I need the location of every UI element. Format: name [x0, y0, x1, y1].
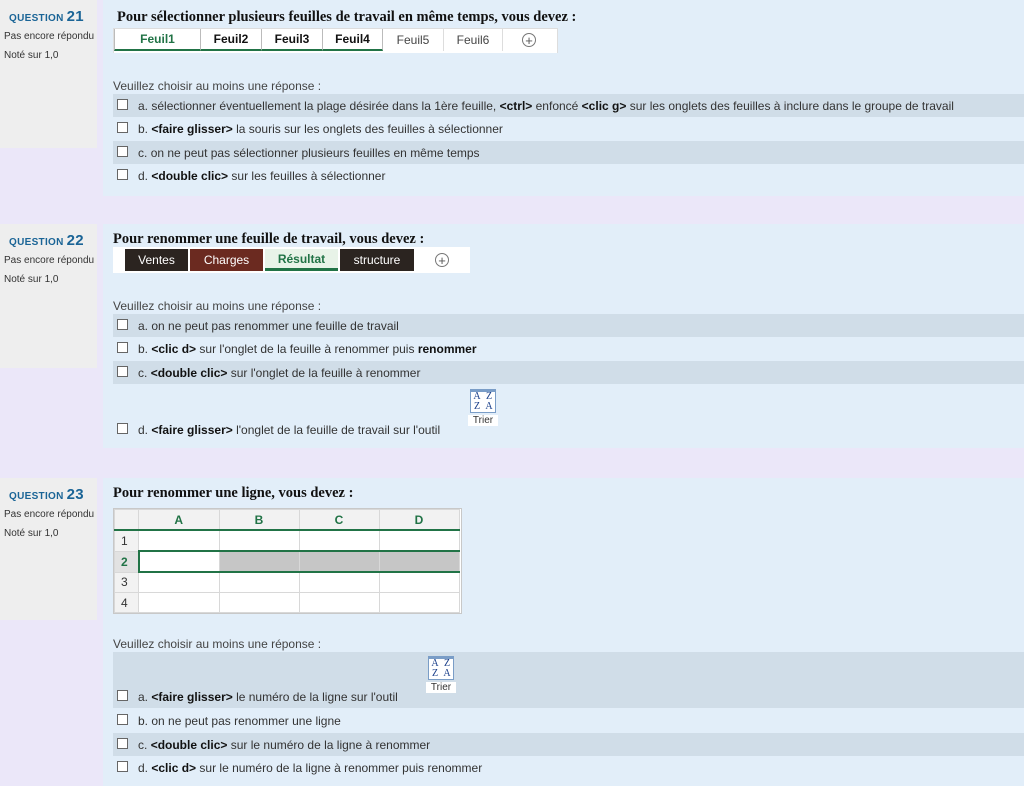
question-content: [103, 478, 1024, 786]
answer-label: a. sélectionner éventuellement la plage désirée dans la 1ère feuille, <ctrl> enfoncé <clic g> sur les onglets des feuilles à inclure dans le groupe de travail: [138, 99, 954, 113]
answer-option-b[interactable]: [113, 337, 1024, 360]
question-info: [0, 224, 97, 368]
answer-option-a[interactable]: [113, 94, 1024, 117]
question-title: Pour sélectionner plusieurs feuilles de travail en même temps, vous devez :: [117, 9, 577, 25]
sheet-tab: Feuil3: [261, 29, 322, 51]
answer-label: c. <double clic> sur le numéro de la ligne à renommer: [138, 738, 431, 752]
column-header: C: [299, 510, 379, 531]
answer-prompt: Veuillez choisir au moins une réponse :: [113, 79, 322, 93]
row-header: 3: [115, 572, 139, 593]
add-sheet-icon: +: [414, 249, 470, 271]
answer-checkbox[interactable]: [117, 146, 128, 157]
answer-checkbox[interactable]: [117, 761, 128, 772]
question-number: QUESTION 23: [9, 486, 84, 503]
answer-option-b[interactable]: [113, 117, 1024, 140]
answer-option-d[interactable]: [113, 418, 1024, 441]
question-23: [0, 478, 1024, 786]
question-info: [0, 0, 97, 148]
sheet-tab: Feuil6: [443, 29, 503, 51]
column-header: D: [379, 510, 459, 531]
answer-option-a[interactable]: [113, 314, 1024, 337]
sheet-tab: Ventes: [125, 249, 188, 271]
question-state: Pas encore répondu: [4, 509, 95, 520]
answer-option-c[interactable]: [113, 361, 1024, 384]
question-grade: Noté sur 1,0: [4, 274, 59, 285]
question-number: QUESTION 22: [9, 232, 84, 249]
sheet-tab: Résultat: [265, 249, 338, 271]
answer-checkbox[interactable]: [117, 122, 128, 133]
sheet-tab: Charges: [190, 249, 263, 271]
answer-prompt: Veuillez choisir au moins une réponse :: [113, 637, 322, 651]
answer-checkbox[interactable]: [117, 423, 128, 434]
sheet-tab: Feuil5: [396, 33, 430, 47]
answer-prompt: Veuillez choisir au moins une réponse :: [113, 299, 322, 313]
question-content: [103, 224, 1024, 448]
sheet-tab: Feuil2: [200, 29, 261, 51]
question-content: [103, 0, 1024, 196]
sort-tool-label: Trier: [426, 682, 456, 693]
row-header: 4: [115, 593, 139, 613]
answer-checkbox[interactable]: [117, 169, 128, 180]
question-grade: Noté sur 1,0: [4, 528, 59, 539]
answer-label: a. <faire glisser> le numéro de la ligne sur l'outil: [138, 690, 398, 704]
question-grade: Noté sur 1,0: [4, 50, 59, 61]
sheet-tabs-image: [113, 28, 558, 53]
add-sheet-icon: +: [503, 29, 555, 51]
answer-label: b. on ne peut pas renommer une ligne: [138, 714, 341, 728]
sort-tool-label: Trier: [468, 415, 498, 426]
answer-option-d[interactable]: [113, 756, 1024, 779]
answer-option-d[interactable]: [113, 164, 1024, 187]
answer-label: d. <clic d> sur le numéro de la ligne à renommer puis renommer: [138, 761, 483, 775]
answer-checkbox[interactable]: [117, 342, 128, 353]
column-header: A: [139, 510, 220, 531]
row-header: 1: [115, 530, 139, 551]
answer-label: a. on ne peut pas renommer une feuille de travail: [138, 319, 399, 333]
sheet-tab: Feuil1: [114, 29, 200, 51]
answer-checkbox[interactable]: [117, 690, 128, 701]
answer-label: c. <double clic> sur l'onglet de la feuille à renommer: [138, 366, 421, 380]
answer-checkbox[interactable]: [117, 738, 128, 749]
select-all-corner: [115, 510, 139, 531]
question-title: Pour renommer une feuille de travail, vous devez :: [113, 231, 425, 247]
answer-label: b. <clic d> sur l'onglet de la feuille à renommer puis renommer: [138, 342, 477, 356]
question-21: [0, 0, 1024, 218]
answer-checkbox[interactable]: [117, 714, 128, 725]
sort-tool-icon: A Z Z A Trier: [468, 389, 498, 426]
answer-label: d. <faire glisser> l'onglet de la feuille de travail sur l'outil: [138, 423, 441, 437]
question-22: [0, 224, 1024, 454]
question-state: Pas encore répondu: [4, 255, 95, 266]
sheet-tab: structure: [340, 249, 414, 271]
question-title: Pour renommer une ligne, vous devez :: [113, 485, 354, 501]
answer-checkbox[interactable]: [117, 319, 128, 330]
answer-checkbox[interactable]: [117, 366, 128, 377]
answer-label: c. on ne peut pas sélectionner plusieurs feuilles en même temps: [138, 146, 480, 160]
spreadsheet-image: [113, 508, 462, 614]
column-header: B: [219, 510, 299, 531]
question-info: [0, 478, 97, 620]
sheet-tab: Feuil4: [322, 29, 383, 51]
answer-option-c[interactable]: [113, 141, 1024, 164]
sort-tool-icon: A Z Z A Trier: [426, 656, 456, 693]
answer-label: d. <double clic> sur les feuilles à sélectionner: [138, 169, 386, 183]
answer-option-c[interactable]: [113, 733, 1024, 756]
question-number: QUESTION 21: [9, 8, 84, 25]
question-state: Pas encore répondu: [4, 31, 95, 42]
answer-checkbox[interactable]: [117, 99, 128, 110]
answer-label: b. <faire glisser> la souris sur les onglets des feuilles à sélectionner: [138, 122, 503, 136]
answer-option-b[interactable]: [113, 709, 1024, 732]
sheet-tabs-image: [113, 247, 470, 273]
row-header-selected: 2: [115, 551, 139, 572]
answer-option-a[interactable]: [113, 652, 1024, 708]
